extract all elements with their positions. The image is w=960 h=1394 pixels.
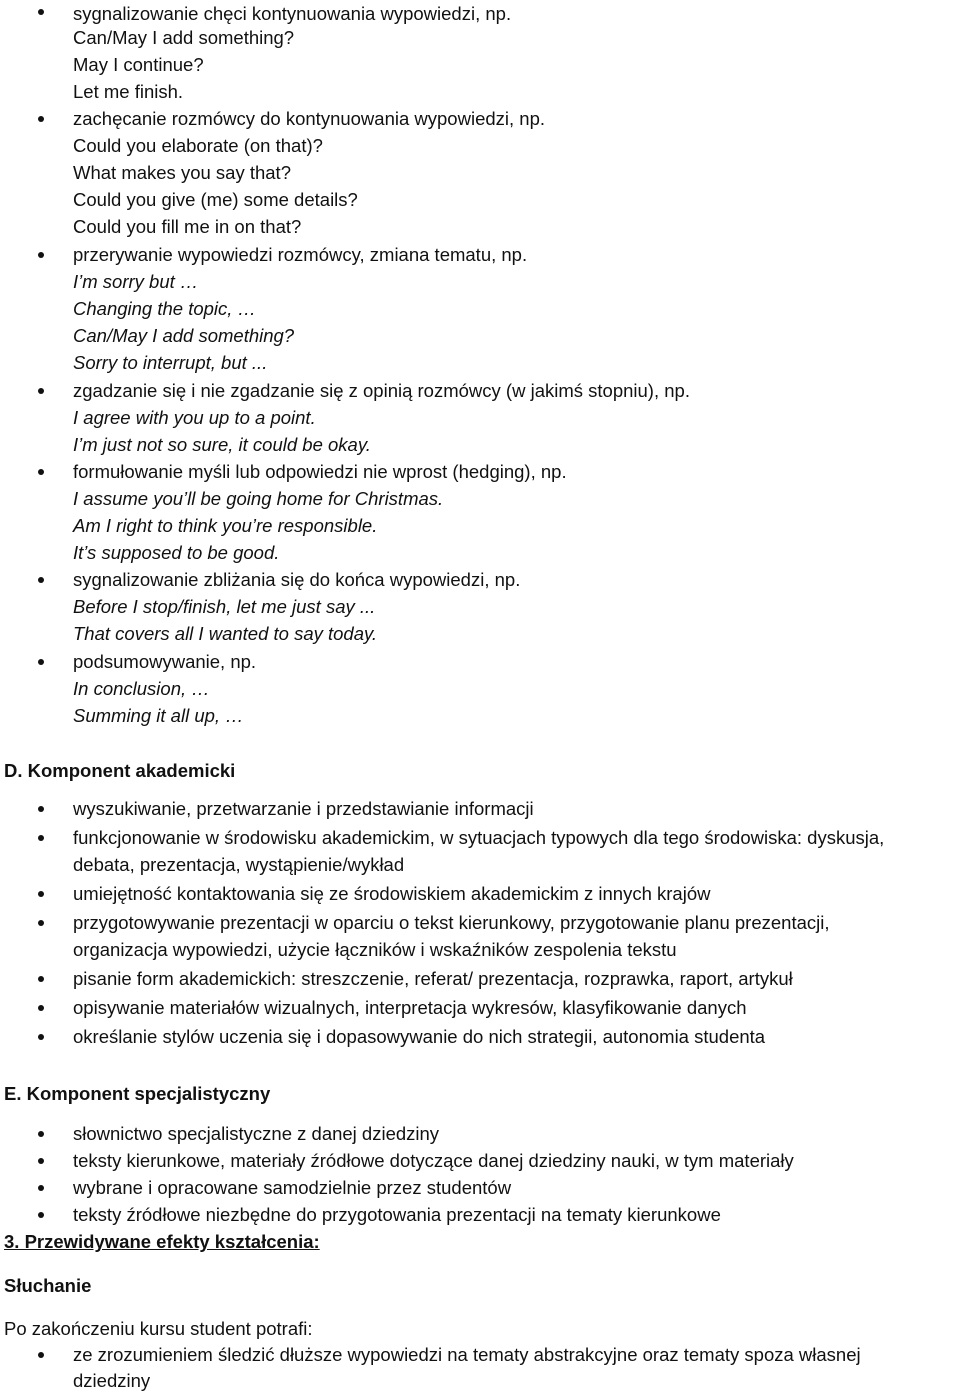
list-item-text: organizacja wypowiedzi, użycie łączników i wskaźników zespolenia tekstu	[73, 939, 677, 960]
subsection-heading: Słuchanie	[4, 1275, 92, 1296]
example-phrase: Can/May I add something?	[73, 325, 295, 346]
list-item-text: słownictwo specjalistyczne z danej dziedziny	[73, 1123, 440, 1144]
bullet-marker	[38, 835, 44, 841]
example-phrase: Summing it all up, …	[73, 705, 244, 726]
list-item-text: określanie stylów uczenia się i dopasowywanie do nich strategii, autonomia studenta	[73, 1026, 766, 1047]
list-item-label: zgadzanie się i nie zgadzanie się z opinią rozmówcy (w jakimś stopniu), np.	[73, 380, 690, 401]
example-phrase: Before I stop/finish, let me just say ...	[73, 596, 376, 617]
example-phrase: I agree with you up to a point.	[73, 407, 316, 428]
list-item-text: wyszukiwanie, przetwarzanie i przedstawianie informacji	[73, 798, 534, 819]
list-item-text: umiejętność kontaktowania się ze środowiskiem akademickim z innych krajów	[73, 883, 711, 904]
example-phrase: Can/May I add something?	[73, 27, 295, 48]
bullet-marker	[38, 806, 44, 812]
example-phrase: What makes you say that?	[73, 162, 291, 183]
bullet-marker	[38, 659, 44, 665]
example-phrase: I assume you’ll be going home for Christmas.	[73, 488, 444, 509]
example-phrase: Could you elaborate (on that)?	[73, 135, 323, 156]
list-item-text: debata, prezentacja, wystąpienie/wykład	[73, 854, 405, 875]
list-item-text: opisywanie materiałów wizualnych, interpretacja wykresów, klasyfikowanie danych	[73, 997, 747, 1018]
list-item-text: teksty źródłowe niezbędne do przygotowania prezentacji na tematy kierunkowe	[73, 1204, 721, 1225]
list-item-label: zachęcanie rozmówcy do kontynuowania wypowiedzi, np.	[73, 108, 546, 129]
bullet-marker	[38, 577, 44, 583]
list-item-label: sygnalizowanie zbliżania się do końca wypowiedzi, np.	[73, 569, 521, 590]
section-heading: D. Komponent akademicki	[4, 760, 236, 781]
example-phrase: Could you fill me in on that?	[73, 216, 302, 237]
list-item-text: teksty kierunkowe, materiały źródłowe dotyczące danej dziedziny nauki, w tym materiały	[73, 1150, 794, 1171]
list-item-text: wybrane i opracowane samodzielnie przez studentów	[73, 1177, 512, 1198]
bullet-marker	[38, 1034, 44, 1040]
list-item-label: przerywanie wypowiedzi rozmówcy, zmiana tematu, np.	[73, 244, 528, 265]
bullet-marker	[38, 1005, 44, 1011]
example-phrase: I’m just not so sure, it could be okay.	[73, 434, 371, 455]
list-item-text: pisanie form akademickich: streszczenie, referat/ prezentacja, rozprawka, raport, artykuł	[73, 968, 793, 989]
bullet-marker	[38, 1131, 44, 1137]
example-phrase: Changing the topic, …	[73, 298, 257, 319]
bullet-marker	[38, 1352, 44, 1358]
bullet-marker	[38, 252, 44, 258]
bullet-marker	[38, 469, 44, 475]
example-phrase: Could you give (me) some details?	[73, 189, 358, 210]
section-heading: 3. Przewidywane efekty kształcenia:	[4, 1231, 320, 1252]
list-item-label: formułowanie myśli lub odpowiedzi nie wprost (hedging), np.	[73, 461, 567, 482]
example-phrase: I’m sorry but …	[73, 271, 199, 292]
example-phrase: It’s supposed to be good.	[73, 542, 280, 563]
bullet-marker	[38, 116, 44, 122]
example-phrase: Let me finish.	[73, 81, 184, 102]
intro-text: Po zakończeniu kursu student potrafi:	[4, 1318, 313, 1339]
list-item-text: przygotowywanie prezentacji w oparciu o tekst kierunkowy, przygotowanie planu prezentacji,	[73, 912, 830, 933]
list-item-text: ze zrozumieniem śledzić dłuższe wypowiedzi na tematy abstrakcyjne oraz tematy spoza własnej	[73, 1344, 861, 1365]
list-item-label: sygnalizowanie chęci kontynuowania wypowiedzi, np.	[73, 3, 512, 24]
list-item-text: funkcjonowanie w środowisku akademickim, w sytuacjach typowych dla tego środowiska: dyskusja,	[73, 827, 885, 848]
bullet-marker	[38, 1185, 44, 1191]
bullet-marker	[38, 976, 44, 982]
bullet-marker	[38, 1158, 44, 1164]
example-phrase: That covers all I wanted to say today.	[73, 623, 378, 644]
example-phrase: Am I right to think you’re responsible.	[73, 515, 378, 536]
example-phrase: May I continue?	[73, 54, 204, 75]
list-item-text: dziedziny	[73, 1370, 151, 1391]
bullet-marker	[38, 1212, 44, 1218]
section-heading: E. Komponent specjalistyczny	[4, 1083, 271, 1104]
list-item-label: podsumowywanie, np.	[73, 651, 257, 672]
example-phrase: In conclusion, …	[73, 678, 210, 699]
bullet-marker	[38, 920, 44, 926]
bullet-marker	[38, 388, 44, 394]
bullet-marker	[38, 9, 44, 15]
example-phrase: Sorry to interrupt, but ...	[73, 352, 268, 373]
bullet-marker	[38, 891, 44, 897]
